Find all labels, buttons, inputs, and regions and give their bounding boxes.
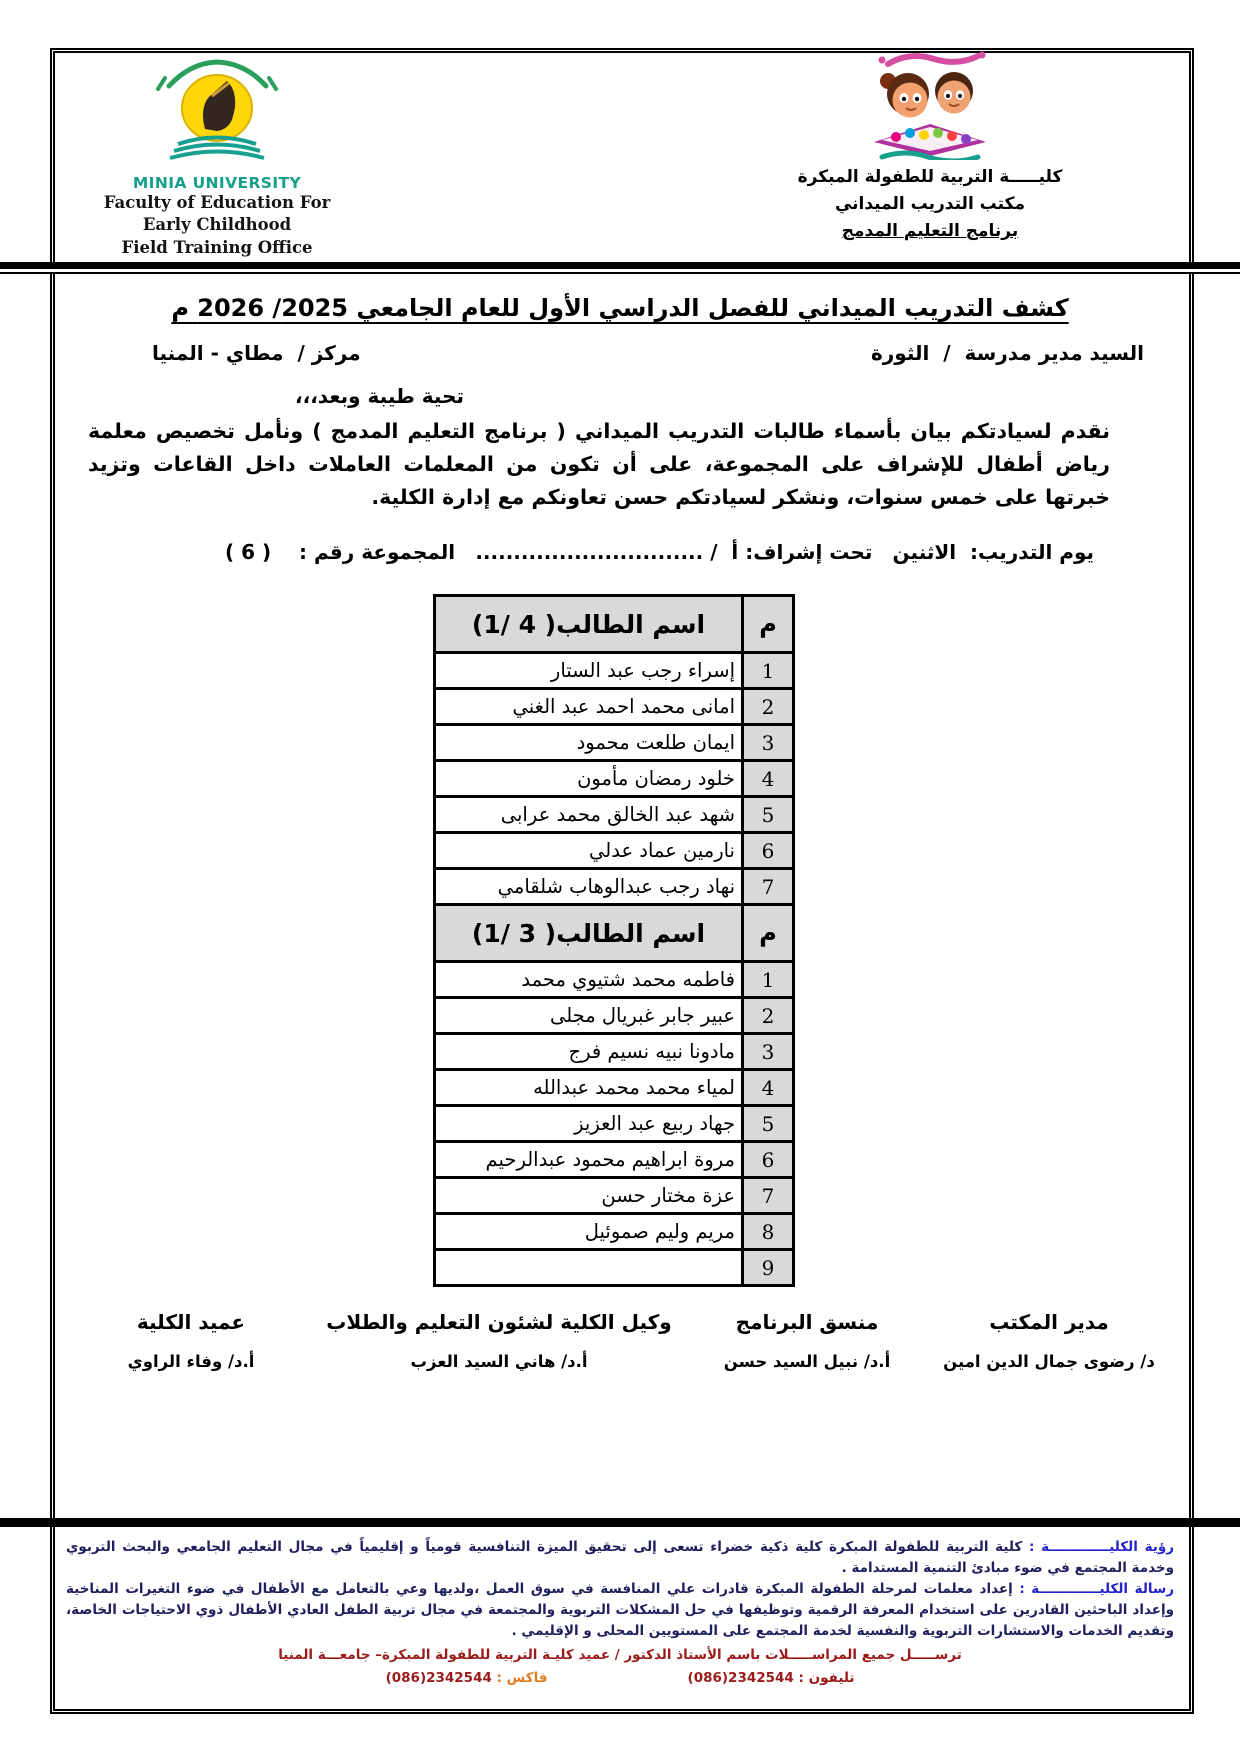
signature-names-row xyxy=(70,1352,1170,1371)
vision-label: رؤية الكليـــــــــــــة : xyxy=(1028,1539,1174,1555)
row-num: 3 xyxy=(743,1034,794,1070)
student-name: عبير جابر غبريال مجلى xyxy=(435,998,743,1034)
mission-label: رسالة الكليـــــــــــــة : xyxy=(1019,1580,1175,1597)
addressee-school: السيد مدير مدرسة / الثورة xyxy=(870,341,1144,365)
faculty-line-3: Field Training Office xyxy=(121,237,313,257)
student-name: نارمين عماد عدلي xyxy=(435,833,743,869)
letterhead-left xyxy=(92,56,342,259)
phone-label: تليفون : xyxy=(798,1669,855,1686)
signature-titles-row xyxy=(70,1310,1170,1334)
college-vision xyxy=(66,1537,1174,1579)
table-row xyxy=(435,725,794,761)
signature-name-vice-dean: أ.د/ هاني السيد العزب xyxy=(410,1352,588,1371)
table-row xyxy=(435,1214,794,1250)
row-num: 4 xyxy=(743,1070,794,1106)
letterhead-right xyxy=(760,48,1100,246)
table-row xyxy=(435,797,794,833)
student-name: خلود رمضان مأمون xyxy=(435,761,743,797)
student-name: امانى محمد احمد عبد الغني xyxy=(435,689,743,725)
table-row xyxy=(435,761,794,797)
table-row xyxy=(435,1106,794,1142)
signature-title-office-manager: مدير المكتب xyxy=(989,1310,1109,1334)
signature-title-program-coordinator: منسق البرنامج xyxy=(735,1310,879,1334)
signature-name-program-coordinator: أ.د/ نبيل السيد حسن xyxy=(723,1352,891,1371)
group-number: المجموعة رقم : ( 6 ) xyxy=(225,540,456,564)
signature-title-vice-dean: وكيل الكلية لشئون التعليم والطلاب xyxy=(326,1310,672,1334)
university-name: MINIA UNIVERSITY xyxy=(132,174,302,192)
early-childhood-college-logo xyxy=(830,48,1030,160)
addressee-district: مركز / مطاي - المنيا xyxy=(152,341,361,365)
student-name: مادونا نبيه نسيم فرج xyxy=(435,1034,743,1070)
faculty-line-1: Faculty of Education For xyxy=(103,193,331,212)
student-name: مريم وليم صموئيل xyxy=(435,1214,743,1250)
col-header-num: م xyxy=(743,596,794,653)
training-day: يوم التدريب: الاثنين xyxy=(892,540,1094,564)
letter-body: نقدم لسيادتكم بيان بأسماء طالبات التدريب الميداني ( برنامج التعليم المدمج ) ونأمل تخصيص معلمة رياض أطفال للإشراف على المجموعة، على أن تكون من المعلمات العاملات داخل القاعات وتزيد خبرتها على خمس سنوات، ونشكر لسيادتكم حسن تعاونكم مع إدارة الكلية. xyxy=(88,419,1110,509)
row-num: 9 xyxy=(743,1250,794,1286)
correspondence-note: ترســـــل جميع المراســـــلات باسم الأستاذ الدكتور / عميد كليـة التربية للطفولة المبكرة– جامعـــة المنيا xyxy=(278,1646,962,1663)
footer-divider-rule xyxy=(0,1518,1240,1527)
faculty-line-2: Early Childhood xyxy=(142,215,292,235)
row-num: 8 xyxy=(743,1214,794,1250)
addressee-row xyxy=(152,341,1144,365)
training-info-row xyxy=(225,540,1094,564)
student-name: جهاد ربيع عبد العزيز xyxy=(435,1106,743,1142)
greeting-line: تحية طيبة وبعد،،، xyxy=(295,384,465,408)
signature-name-office-manager: د/ رضوى جمال الدين امين xyxy=(943,1352,1155,1371)
row-num: 6 xyxy=(743,1142,794,1178)
student-name: فاطمه محمد شتيوي محمد xyxy=(435,962,743,998)
student-name: شهد عبد الخالق محمد عرابى xyxy=(435,797,743,833)
student-name: إسراء رجب عبد الستار xyxy=(435,653,743,689)
table-row xyxy=(435,1142,794,1178)
row-num: 1 xyxy=(743,653,794,689)
header-divider-rule xyxy=(0,262,1240,274)
student-name: ايمان طلعت محمود xyxy=(435,725,743,761)
minia-university-logo xyxy=(142,56,292,168)
student-name: مروة ابراهيم محمود عبدالرحيم xyxy=(435,1142,743,1178)
table-row xyxy=(435,1178,794,1214)
phone-number: (086)2342544 xyxy=(687,1669,794,1686)
row-num: 2 xyxy=(743,998,794,1034)
table-row xyxy=(435,1034,794,1070)
col-header-num: م xyxy=(743,905,794,962)
table-row xyxy=(435,1250,794,1286)
row-num: 7 xyxy=(743,869,794,905)
table-header-row xyxy=(435,596,794,653)
table-row xyxy=(435,689,794,725)
fax-label: فاكس : xyxy=(496,1669,548,1686)
signature-title-dean: عميد الكلية xyxy=(136,1310,246,1334)
student-name: عزة مختار حسن xyxy=(435,1178,743,1214)
contact-line xyxy=(66,1668,1174,1689)
table-header-row xyxy=(435,905,794,962)
row-num: 3 xyxy=(743,725,794,761)
vision-text: كلية التربية للطفولة المبكرة كلية ذكية خضراء تسعى إلى تحقيق الميزة التنافسية قومياً و إقليمياً في مجال التعليم الجامعي والبحث التربوي وخدمة المجتمع في ضوء مبادئ التنمية المستدامة . xyxy=(66,1539,1174,1576)
row-num: 6 xyxy=(743,833,794,869)
college-mission xyxy=(66,1579,1174,1642)
table-row xyxy=(435,1070,794,1106)
fax-number: (086)2342544 xyxy=(385,1669,492,1686)
document-title: كشف التدريب الميداني للفصل الدراسي الأول للعام الجامعي 2025/ 2026 م xyxy=(171,294,1069,322)
row-num: 4 xyxy=(743,761,794,797)
table-row xyxy=(435,653,794,689)
students-table xyxy=(433,594,795,1287)
table-row xyxy=(435,962,794,998)
footer xyxy=(66,1537,1174,1688)
program-name-ar: برنامج التعليم المدمج xyxy=(841,221,1019,242)
students-table-wrapper xyxy=(433,594,795,1287)
student-name xyxy=(435,1250,743,1286)
signature-name-dean: أ.د/ وفاء الراوي xyxy=(127,1352,255,1371)
row-num: 2 xyxy=(743,689,794,725)
mission-text: إعداد معلمات لمرحلة الطفولة المبكرة قادرات علي المنافسة في سوق العمل ،ولديها وعي بالتعامل مع الأطفال في ضوء التغيرات المناخية وإعداد الباحثين القادرين على استخدام المعرفة الرقمية وتوظيفها في حل المشكلات التربوية والمجتمعة في مجال تربية الطفل العادي الأطفال ذوي الاحتياجات الخاصة، وتقديم الخدمات والاستشارات التربوية والنفسية لخدمة المجتمع على المستويين المحلى و الإقليمي . xyxy=(66,1580,1174,1639)
row-num: 1 xyxy=(743,962,794,998)
col-header-name-group4: اسم الطالب( 4 /1) xyxy=(435,596,743,653)
table-row xyxy=(435,833,794,869)
fax-entry xyxy=(386,1668,548,1689)
phone-entry xyxy=(688,1668,855,1689)
row-num: 7 xyxy=(743,1178,794,1214)
row-num: 5 xyxy=(743,1106,794,1142)
table-row xyxy=(435,869,794,905)
student-name: نهاد رجب عبدالوهاب شلقامي xyxy=(435,869,743,905)
row-num: 5 xyxy=(743,797,794,833)
supervisor-blank: تحت إشراف: أ / .............................. xyxy=(475,540,873,564)
col-header-name-group3: اسم الطالب( 3 /1) xyxy=(435,905,743,962)
table-row xyxy=(435,998,794,1034)
student-name: لمياء محمد محمد عبدالله xyxy=(435,1070,743,1106)
college-name-ar: كليـــــة التربية للطفولة المبكرة xyxy=(797,167,1063,187)
office-name-ar: مكتب التدريب الميداني xyxy=(834,194,1026,215)
